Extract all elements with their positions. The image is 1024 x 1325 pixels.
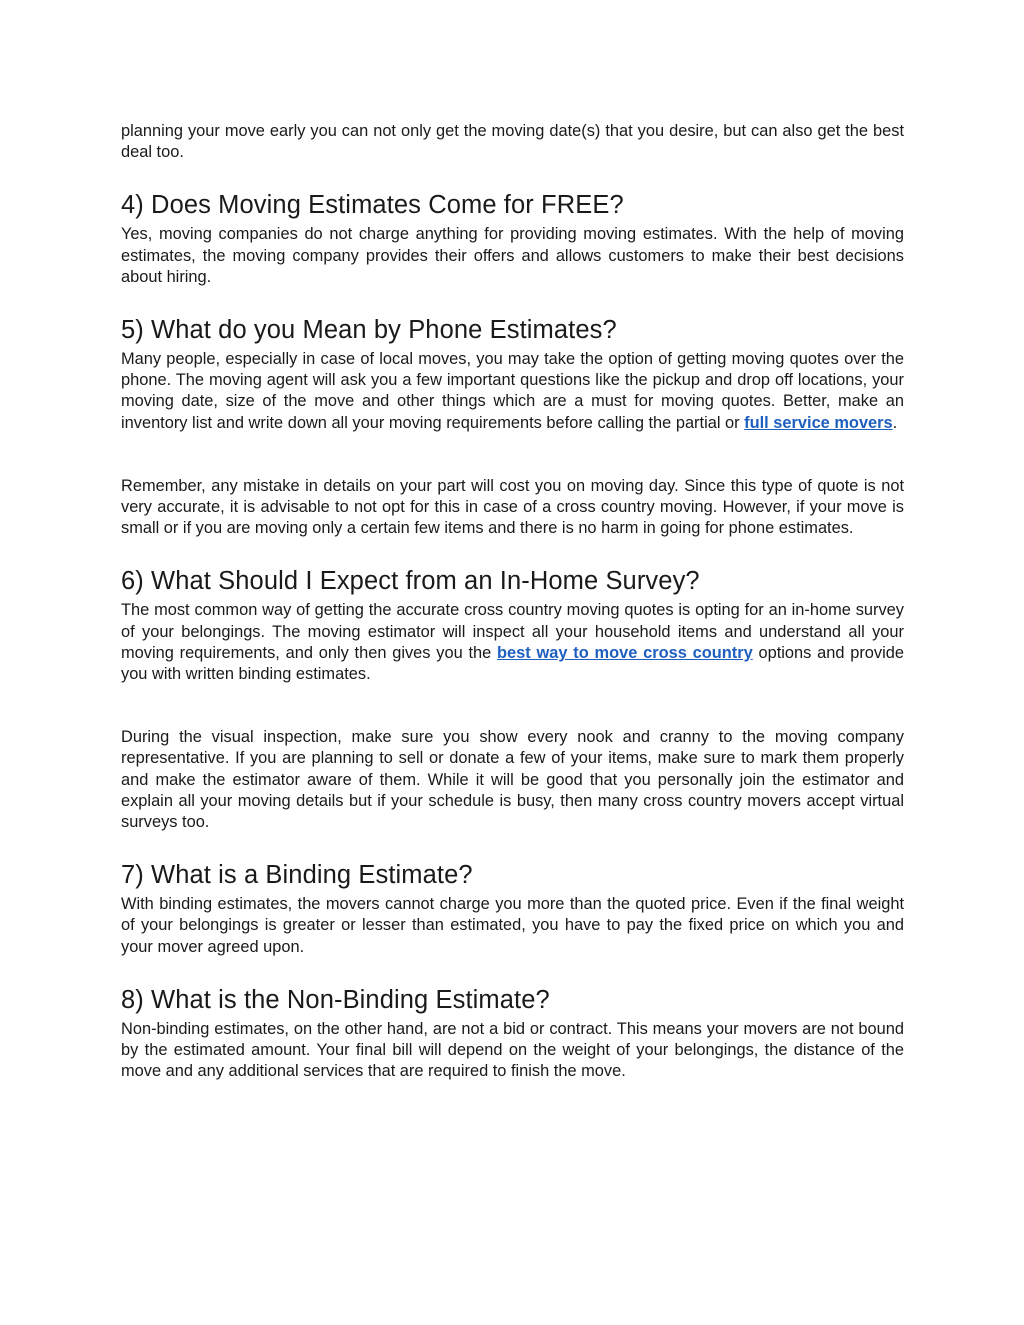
text-segment: Many people, especially in case of local moves, you may take the option of getting moving quotes over the phone. The moving agent will ask you a few important questions like the pickup and drop off locations, your moving date, size of the move and other things which are a must for moving quotes. Better, make an inventory list and write down all your moving requirements before calling the partial or xyxy=(121,350,904,432)
intro-paragraph: planning your move early you can not only get the moving date(s) that you desire, but can also get the best deal too. xyxy=(121,122,904,162)
heading-in-home-survey: 6) What Should I Expect from an In-Home Survey? xyxy=(121,567,700,596)
paragraph-phone-estimates-remember: Remember, any mistake in details on your part will cost you on moving day. Since this type of quote is not very accurate, it is advisable to not opt for this in case of a cross country moving. However, if your move is small or if you are moving only a certain few items and there is no harm in going for phone estimates. xyxy=(121,476,904,538)
paragraph-visual-inspection: During the visual inspection, make sure you show every nook and cranny to the moving company representative. If you are planning to sell or donate a few of your items, make sure to mark them properly and make the estimator aware of them. While it will be good that you personally join the estimator and explain all your moving details but if your schedule is busy, then many cross country movers accept virtual surveys too. xyxy=(121,728,904,832)
heading-binding-estimate: 7) What is a Binding Estimate? xyxy=(121,861,473,890)
paragraph-in-home-survey xyxy=(121,600,904,685)
paragraph-phone-estimates xyxy=(121,349,904,434)
paragraph-binding-estimate: With binding estimates, the movers cannot charge you more than the quoted price. Even if the final weight of your belongings is greater or lesser than estimated, you have to pay the fixed price on which you and your mover agreed upon. xyxy=(121,895,904,956)
heading-phone-estimates: 5) What do you Mean by Phone Estimates? xyxy=(121,316,617,345)
link-full-service-movers[interactable]: full service movers xyxy=(744,413,893,432)
text-segment: The most common way of getting the accurate cross country moving quotes is opting for an in-home survey of your belongings. The moving estimator will inspect all your household items and understand all your moving requirements, and only then gives you the xyxy=(121,601,904,662)
paragraph-free-estimates: Yes, moving companies do not charge anything for providing moving estimates. With the help of moving estimates, the moving company provides their offers and allows customers to make their best decisions about hiring. xyxy=(121,225,904,286)
text-segment: . xyxy=(892,413,898,432)
heading-non-binding-estimate: 8) What is the Non-Binding Estimate? xyxy=(121,985,550,1014)
link-best-way-to-move-cross-country[interactable]: best way to move cross country xyxy=(497,643,753,662)
document-page xyxy=(121,118,904,1082)
paragraph-non-binding-estimate: Non-binding estimates, on the other hand, are not a bid or contract. This means your movers are not bound by the estimated amount. Your final bill will depend on the weight of your belongings, the distance of the move and any additional services that are required to finish the move. xyxy=(121,1019,904,1081)
text-segment: options and provide you with written binding estimates. xyxy=(121,643,904,684)
heading-free-estimates: 4) Does Moving Estimates Come for FREE? xyxy=(121,191,624,220)
